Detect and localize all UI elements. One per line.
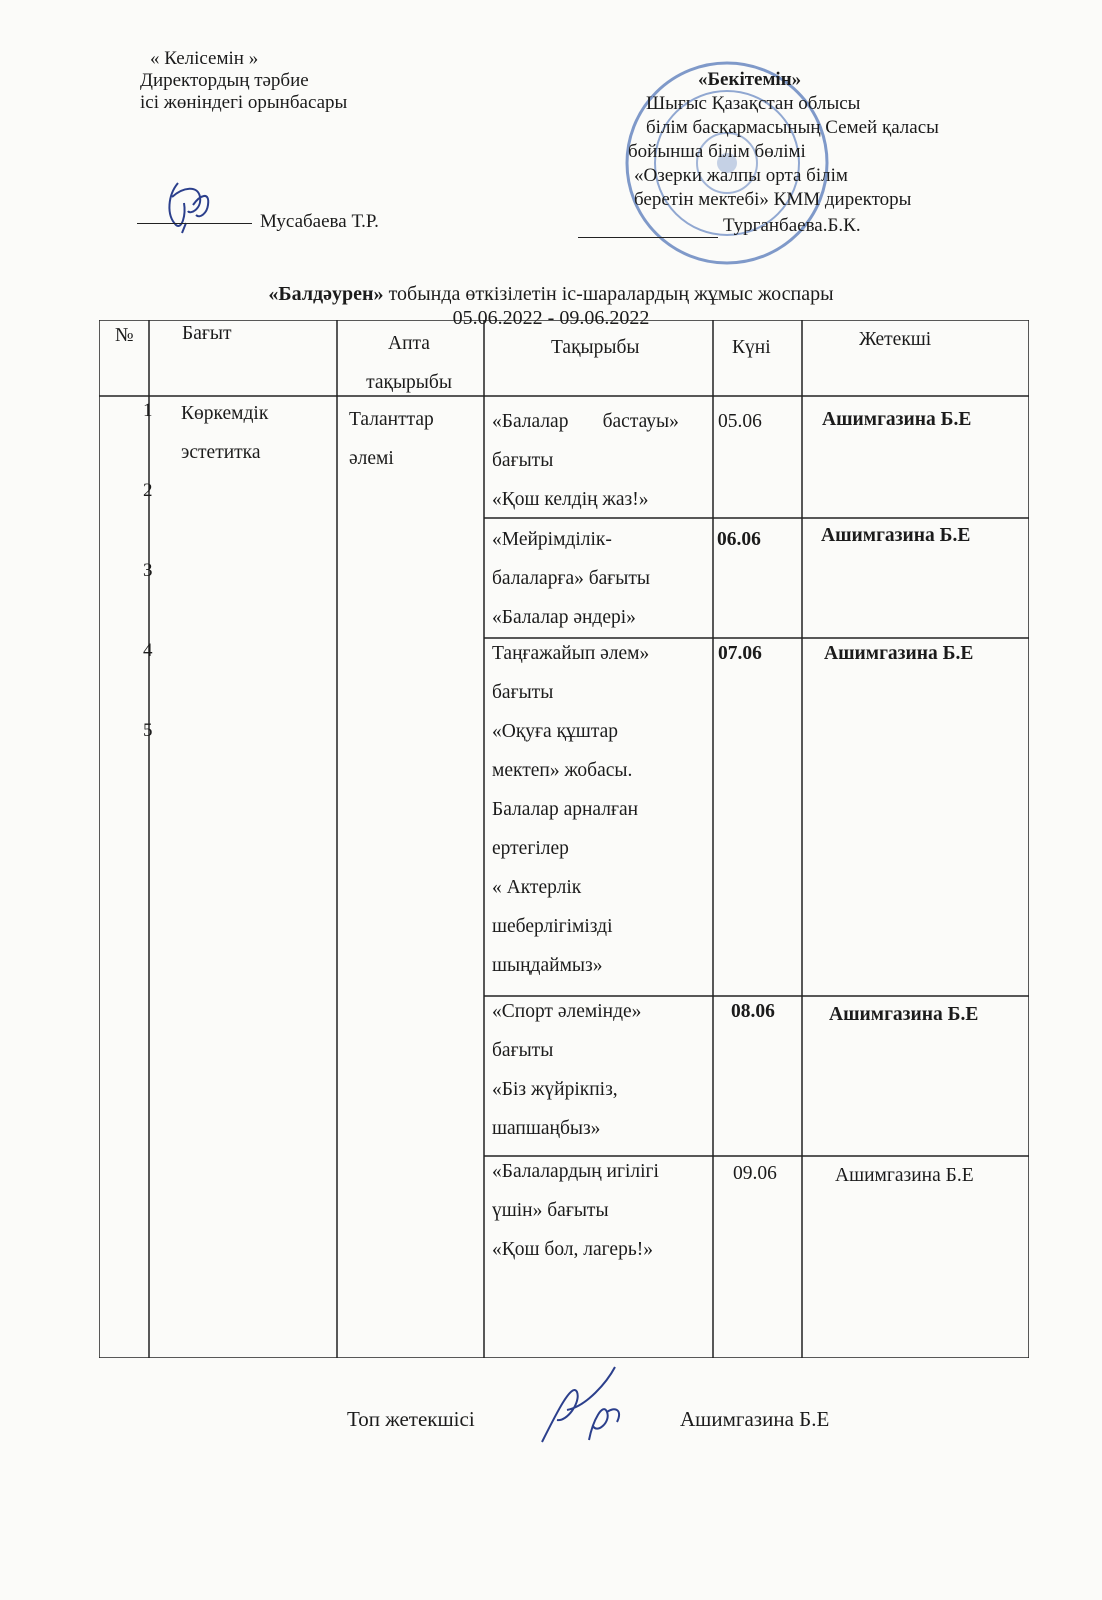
signature-right-line (578, 237, 718, 238)
title-rest: тобында өткізілетін іс-шаралардың жұмыс жоспары (383, 283, 834, 305)
topic-line: «Балалар бастауы» (492, 411, 679, 432)
topic-line: шапшаңбыз» (492, 1118, 601, 1139)
day-cell: 09.06 (733, 1163, 777, 1184)
row-number: 5 (143, 720, 153, 741)
header-direction: Бағыт (182, 323, 232, 344)
day-cell: 05.06 (718, 411, 762, 432)
approval-right-line1: Шығыс Қазақстан облысы (646, 93, 861, 114)
signature-left-line (137, 223, 252, 224)
topic-line: Балалар арналған (492, 799, 639, 820)
topic-line: «Қош бол, лагерь!» (492, 1239, 653, 1260)
approval-left-line2: ісі жөніндегі орынбасары (140, 92, 348, 113)
topic-line: «Біз жүйрікпіз, (492, 1079, 618, 1100)
topic-cell (492, 402, 707, 519)
signature-footer-icon (537, 1362, 637, 1452)
topic-line: шыңдаймыз» (492, 955, 603, 976)
leader-cell: Ашимгазина Б.Е (829, 1004, 979, 1025)
header-topic: Тақырыбы (551, 337, 640, 358)
leader-cell: Ашимгазина Б.Е (835, 1165, 974, 1186)
topic-line: «Оқуға құштар (492, 721, 618, 742)
topic-line: «Балалардың игілігі (492, 1161, 659, 1182)
row-number: 2 (143, 480, 153, 501)
topic-line: «Спорт әлемінде» (492, 1001, 642, 1022)
direction-cell (181, 394, 268, 472)
row-number: 3 (143, 560, 153, 581)
day-cell: 08.06 (731, 1001, 775, 1022)
header-week (349, 324, 469, 402)
approval-right-title: «Бекітемін» (698, 69, 802, 90)
plan-table (99, 320, 1029, 1358)
day-cell: 06.06 (717, 529, 761, 550)
signature-left-icon (138, 175, 258, 235)
approval-left-title: « Келісемін » (150, 48, 259, 69)
header-week-line2: тақырыбы (366, 372, 452, 393)
row-number: 4 (143, 640, 153, 661)
topic-line: бағыты (492, 1040, 554, 1061)
topic-line: бағыты (492, 682, 554, 703)
leader-cell: Ашимгазина Б.Е (821, 525, 971, 546)
week-theme-line2: әлемі (349, 448, 394, 469)
topic-line: балаларға» бағыты (492, 568, 651, 589)
topic-line: үшін» бағыты (492, 1200, 609, 1221)
header-num: № (115, 325, 134, 346)
approval-right-line4: «Озерки жалпы орта білім (634, 165, 848, 186)
topic-line: шеберлігімізді (492, 916, 613, 937)
approval-left-name: Мусабаева Т.Р. (260, 211, 379, 232)
approval-right-line3: бойынша білім бөлімі (628, 141, 806, 162)
week-theme-line1: Таланттар (349, 409, 434, 430)
topic-line: Таңғажайып әлем» (492, 643, 650, 664)
direction-line1: Көркемдік (181, 403, 269, 424)
topic-line: « Актерлік (492, 877, 582, 898)
topic-cell (492, 634, 707, 985)
topic-line: «Қош келдің жаз!» (492, 489, 649, 510)
topic-line: бағыты (492, 450, 554, 471)
document-dates: 05.06.2022 - 09.06.2022 (452, 307, 650, 329)
week-theme-cell (349, 400, 434, 478)
day-cell: 07.06 (718, 643, 762, 664)
approval-right-line2: білім басқармасының Семей қаласы (646, 117, 939, 138)
header-leader: Жетекші (859, 329, 932, 350)
approval-right-name: Турганбаева.Б.К. (723, 215, 861, 236)
header-day: Күні (732, 337, 771, 358)
topic-line: «Мейрімділік- (492, 529, 612, 550)
footer-name: Ашимгазина Б.Е (680, 1407, 830, 1431)
footer-label: Топ жетекшісі (347, 1407, 475, 1431)
approval-left (140, 48, 347, 114)
topic-line: ертегілер (492, 838, 569, 859)
approval-left-line1: Директордың тәрбие (140, 70, 309, 91)
leader-cell: Ашимгазина Б.Е (824, 643, 974, 664)
topic-cell (492, 1152, 707, 1269)
topic-cell (492, 992, 707, 1148)
group-name: «Балдәурен» (268, 283, 384, 305)
document-title (0, 283, 1102, 306)
leader-cell: Ашимгазина Б.Е (822, 409, 972, 430)
topic-line: мектеп» жобасы. (492, 760, 633, 781)
topic-cell (492, 520, 707, 637)
header-week-line1: Апта (388, 333, 430, 354)
approval-right-line5: беретін мектебі» КММ директоры (634, 189, 912, 210)
direction-line2: эстетитка (181, 442, 261, 463)
row-number: 1 (143, 400, 153, 421)
topic-line: «Балалар әндері» (492, 607, 636, 628)
